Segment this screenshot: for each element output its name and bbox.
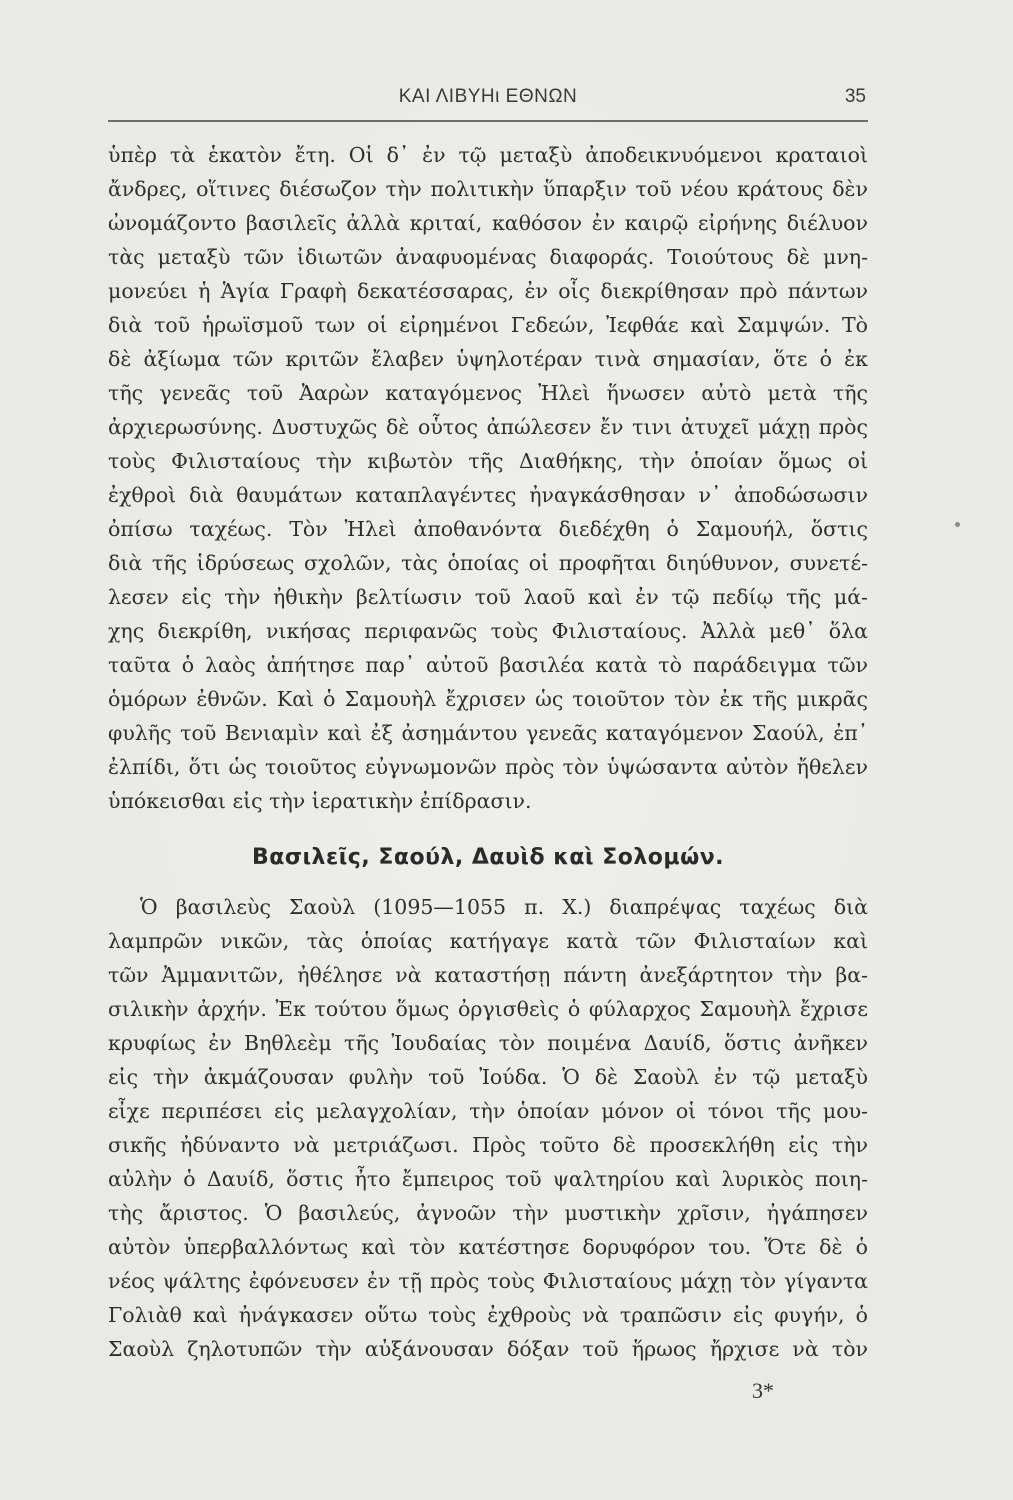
text-line: ὀπίσω ταχέως. Τὸν Ἠλεὶ ἀποθανόντα διεδέχθη ὁ Σαμουήλ, ὅστις xyxy=(108,517,868,541)
paragraph-2 xyxy=(108,890,868,1366)
text-line: ὁμόρων ἐθνῶν. Καὶ ὁ Σαμουὴλ ἔχρισεν ὡς τοιοῦτον τὸν ἐκ τῆς μικρᾶς xyxy=(108,687,868,711)
text-line: Ὁ βασιλεὺς Σαοὺλ (1095—1055 π. Χ.) διαπρέψας ταχέως διὰ xyxy=(140,895,868,919)
text-line: ἐχθροὶ διὰ θαυμάτων καταπλαγέντες ἠναγκάσθησαν ν᾽ ἀποδώσωσιν xyxy=(108,483,868,507)
text-line: ὑπὲρ τὰ ἑκατὸν ἔτη. Οἱ δ᾽ ἐν τῷ μεταξὺ ἀποδεικνυόμενοι κραταιοὶ xyxy=(108,143,868,167)
text-line: τῆς γενεᾶς τοῦ Ἀαρὼν καταγόμενος Ἠλεὶ ἥνωσεν αὐτὸ μετὰ τῆς xyxy=(108,381,868,405)
signature-mark: 3* xyxy=(752,1378,774,1403)
text-line: τῶν Ἀμμανιτῶν, ἠθέλησε νὰ καταστήσῃ πάντη ἀνεξάρτητον τὴν βα- xyxy=(108,963,868,987)
text-line: νέος ψάλτης ἐφόνευσεν ἐν τῇ πρὸς τοὺς Φιλισταίους μάχῃ τὸν γίγαντα xyxy=(108,1269,868,1293)
text-line: λαμπρῶν νικῶν, τὰς ὁποίας κατήγαγε κατὰ τῶν Φιλισταίων καὶ xyxy=(108,929,868,953)
text-line: μονεύει ἡ Ἁγία Γραφὴ δεκατέσσαρας, ἐν οἷς διεκρίθησαν πρὸ πάντων xyxy=(108,279,868,303)
text-line: ἐλπίδι, ὅτι ὡς τοιοῦτος εὐγνωμονῶν πρὸς τὸν ὑψώσαντα αὐτὸν ἤθελεν xyxy=(108,755,868,779)
text-line: Σαοὺλ ζηλοτυπῶν τὴν αὐξάνουσαν δόξαν τοῦ ἥρωος ἤρχισε νὰ τὸν xyxy=(108,1337,868,1361)
body-text xyxy=(108,138,868,1366)
running-title: ΚΑΙ ΛΙΒΥΗι ΕΘΝΩΝ xyxy=(398,86,578,107)
text-line: χης διεκρίθη, νικήσας περιφανῶς τοὺς Φιλισταίους. Ἀλλὰ μεθ᾽ ὅλα xyxy=(108,619,868,643)
text-line: διὰ τοῦ ἡρωϊσμοῦ των οἱ εἰρημένοι Γεδεών, Ἰεφθάε καὶ Σαμψών. Τὸ xyxy=(108,313,868,337)
paragraph-1 xyxy=(108,138,868,818)
text-line: τὰς μεταξὺ τῶν ἰδιωτῶν ἀναφυομένας διαφοράς. Τοιούτους δὲ μνη- xyxy=(108,245,868,269)
paper-speck xyxy=(955,522,960,527)
header-rule xyxy=(108,120,868,122)
text-line: τὴς ἄριστος. Ὁ βασιλεύς, ἀγνοῶν τὴν μυστικὴν χρῖσιν, ἠγάπησεν xyxy=(108,1201,868,1225)
text-line: λεσεν εἰς τὴν ἠθικὴν βελτίωσιν τοῦ λαοῦ καὶ ἐν τῷ πεδίῳ τῆς μά- xyxy=(108,585,868,609)
page-number: 35 xyxy=(844,86,866,107)
text-line: ἄνδρες, οἵτινες διέσωζον τὴν πολιτικὴν ὕπαρξιν τοῦ νέου κράτους δὲν xyxy=(108,177,868,201)
page-header xyxy=(108,86,868,116)
section-heading: Βασιλεῖς, Σαούλ, Δαυὶδ καὶ Σολομών. xyxy=(251,845,725,870)
text-line: δὲ ἀξίωμα τῶν κριτῶν ἔλαβεν ὑψηλοτέραν τινὰ σημασίαν, ὅτε ὁ ἐκ xyxy=(108,347,868,371)
text-line: εἶχε περιπέσει εἰς μελαγχολίαν, τὴν ὁποίαν μόνον οἱ τόνοι τῆς μου- xyxy=(108,1099,868,1123)
text-line: αὐτὸν ὑπερβαλλόντως καὶ τὸν κατέστησε δορυφόρον του. Ὅτε δὲ ὁ xyxy=(108,1235,868,1259)
text-line: αὐλὴν ὁ Δαυίδ, ὅστις ἦτο ἔμπειρος τοῦ ψαλτηρίου καὶ λυρικὸς ποιη- xyxy=(108,1167,868,1191)
text-line: ἀρχιερωσύνης. Δυστυχῶς δὲ οὗτος ἀπώλεσεν ἔν τινι ἀτυχεῖ μάχῃ πρὸς xyxy=(108,415,868,439)
text-line: διὰ τῆς ἱδρύσεως σχολῶν, τὰς ὁποίας οἱ προφῆται διηύθυνον, συνετέ- xyxy=(108,551,868,575)
text-line: σιλικὴν ἀρχήν. Ἐκ τούτου ὅμως ὀργισθεὶς ὁ φύλαρχος Σαμουὴλ ἔχρισε xyxy=(108,997,868,1021)
text-line: ταῦτα ὁ λαὸς ἀπήτησε παρ᾽ αὐτοῦ βασιλέα κατὰ τὸ παράδειγμα τῶν xyxy=(108,653,868,677)
text-line: φυλῆς τοῦ Βενιαμὶν καὶ ἐξ ἀσημάντου γενεᾶς καταγόμενον Σαούλ, ἐπ᾽ xyxy=(108,721,868,745)
text-line: εἰς τὴν ἀκμάζουσαν φυλὴν τοῦ Ἰούδα. Ὁ δὲ Σαοὺλ ἐν τῷ μεταξὺ xyxy=(108,1065,868,1089)
text-line: Γολιὰθ καὶ ἠνάγκασεν οὕτω τοὺς ἐχθροὺς νὰ τραπῶσιν εἰς φυγήν, ὁ xyxy=(108,1303,868,1327)
text-line: σικῆς ἠδύναντο νὰ μετριάζωσι. Πρὸς τοῦτο δὲ προσεκλήθη εἰς τὴν xyxy=(108,1133,868,1157)
text-line: τοὺς Φιλισταίους τὴν κιβωτὸν τῆς Διαθήκης, τὴν ὁποίαν ὅμως οἱ xyxy=(108,449,868,473)
text-line: κρυφίως ἐν Βηθλεὲμ τῆς Ἰουδαίας τὸν ποιμένα Δαυίδ, ὅστις ἀνῆκεν xyxy=(108,1031,868,1055)
text-line: ὠνομάζοντο βασιλεῖς ἀλλὰ κριταί, καθόσον ἐν καιρῷ εἰρήνης διέλυον xyxy=(108,211,868,235)
text-line: ὑπόκεισθαι εἰς τὴν ἱερατικὴν ἐπίδρασιν. xyxy=(108,789,532,813)
